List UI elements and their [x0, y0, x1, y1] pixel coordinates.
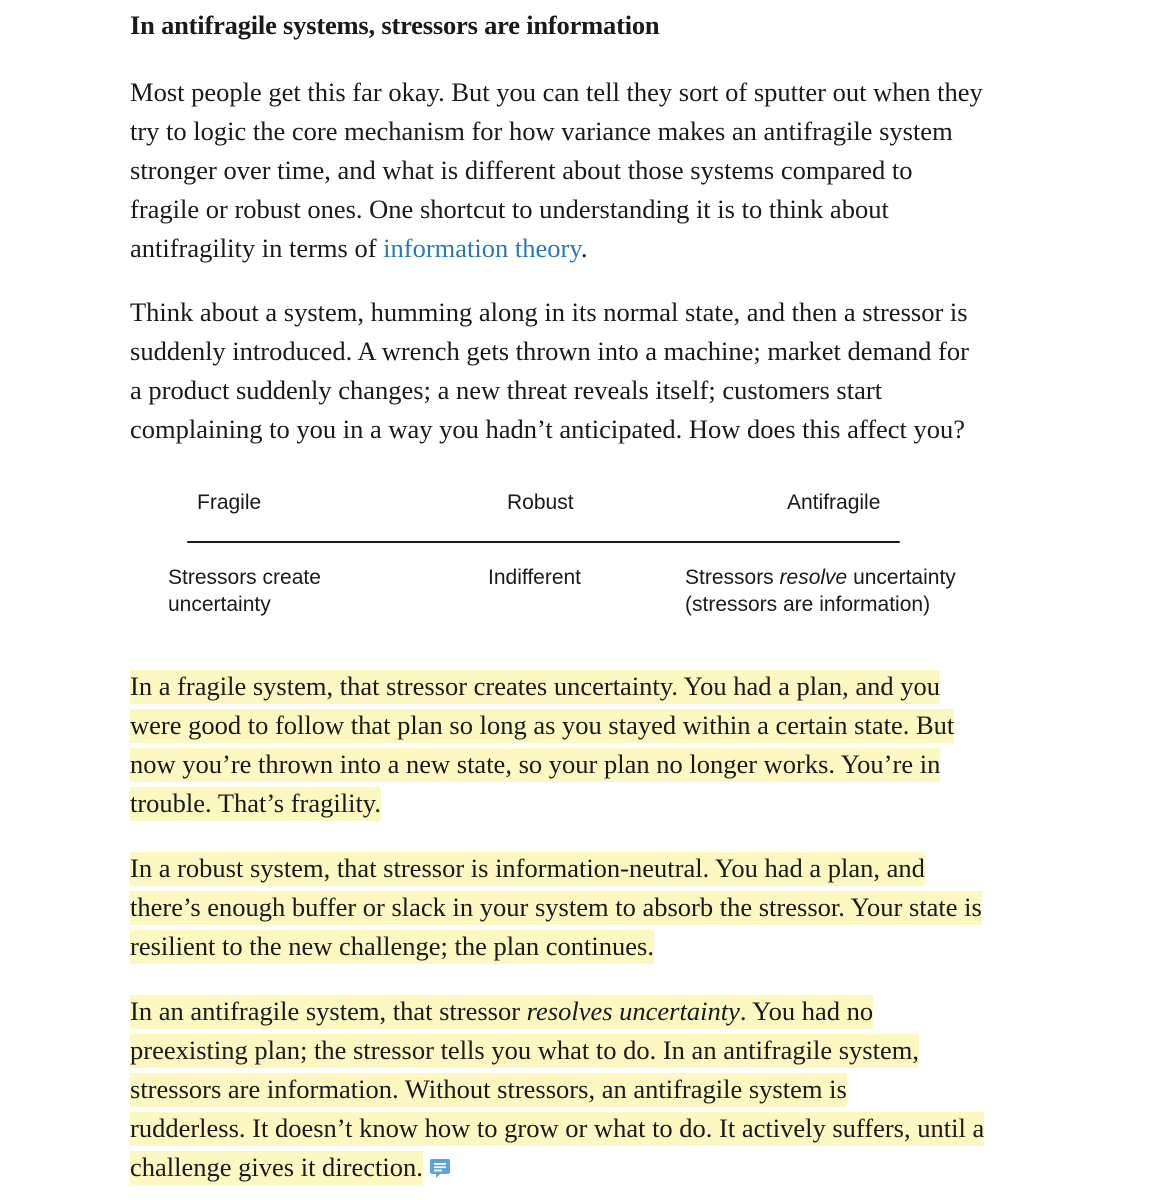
paragraph-stressor	[130, 293, 1035, 449]
paragraph-line: fragile or robust ones. One shortcut to understanding it is to think about	[130, 194, 889, 224]
diagram-desc-antifragile	[685, 564, 956, 618]
diagram-title-antifragile: Antifragile	[787, 491, 881, 514]
diagram-title-fragile: Fragile	[197, 491, 262, 514]
highlighted-line: there’s enough buffer or slack in your system to absorb the stressor. Your state is	[130, 888, 1035, 927]
diagram-desc-antifragile-line1: Stressors resolve uncertainty	[685, 566, 956, 589]
highlighted-line: In a robust system, that stressor is information-neutral. You had a plan, and	[130, 849, 1035, 888]
comment-icon[interactable]	[429, 1151, 451, 1173]
highlighted-line: trouble. That’s fragility.	[130, 784, 1035, 823]
highlighted-line: now you’re thrown into a new state, so your plan no longer works. You’re in	[130, 745, 1035, 784]
diagram-desc-fragile-line1: Stressors create	[168, 566, 321, 589]
diagram-divider	[187, 541, 900, 543]
highlighted-line: In an antifragile system, that stressor resolves uncertainty. You had no	[130, 992, 1035, 1031]
paragraph-line: try to logic the core mechanism for how variance makes an antifragile system	[130, 116, 953, 146]
diagram-desc-robust-line1: Indifferent	[488, 566, 582, 589]
highlighted-line: were good to follow that plan so long as you stayed within a certain state. But	[130, 706, 1035, 745]
highlighted-line: challenge gives it direction.	[130, 1148, 1035, 1187]
diagram-desc-robust	[488, 564, 581, 591]
information-theory-link[interactable]: information theory	[383, 233, 581, 263]
diagram-title-robust: Robust	[507, 491, 574, 514]
section-heading: In antifragile systems, stressors are information	[130, 10, 660, 40]
highlighted-line: stressors are information. Without stressors, an antifragile system is	[130, 1070, 1035, 1109]
highlighted-line: In a fragile system, that stressor creates uncertainty. You had a plan, and you	[130, 667, 1035, 706]
paragraph-line: suddenly introduced. A wrench gets thrown into a machine; market demand for	[130, 336, 969, 366]
paragraph-line: Most people get this far okay. But you can tell they sort of sputter out when they	[130, 77, 983, 107]
paragraph-line: antifragility in terms of information theory.	[130, 233, 588, 263]
diagram-desc-antifragile-line2: (stressors are information)	[685, 593, 931, 616]
diagram-desc-fragile	[168, 564, 321, 618]
highlighted-line: preexisting plan; the stressor tells you what to do. In an antifragile system,	[130, 1031, 1035, 1070]
paragraph-antifragile-highlighted	[130, 992, 1035, 1187]
paragraph-fragile-highlighted	[130, 667, 1035, 823]
diagram-desc-fragile-line2: uncertainty	[168, 593, 271, 616]
paragraph-line: Think about a system, humming along in its normal state, and then a stressor is	[130, 297, 968, 327]
paragraph-line: stronger over time, and what is different about those systems compared to	[130, 155, 913, 185]
paragraph-intro	[130, 73, 1035, 268]
paragraph-robust-highlighted	[130, 849, 1035, 966]
highlighted-line: resilient to the new challenge; the plan continues.	[130, 927, 1035, 966]
highlighted-line: rudderless. It doesn’t know how to grow or what to do. It actively suffers, until a	[130, 1109, 1035, 1148]
paragraph-line: complaining to you in a way you hadn’t anticipated. How does this affect you?	[130, 414, 966, 444]
paragraph-line: a product suddenly changes; a new threat reveals itself; customers start	[130, 375, 883, 405]
